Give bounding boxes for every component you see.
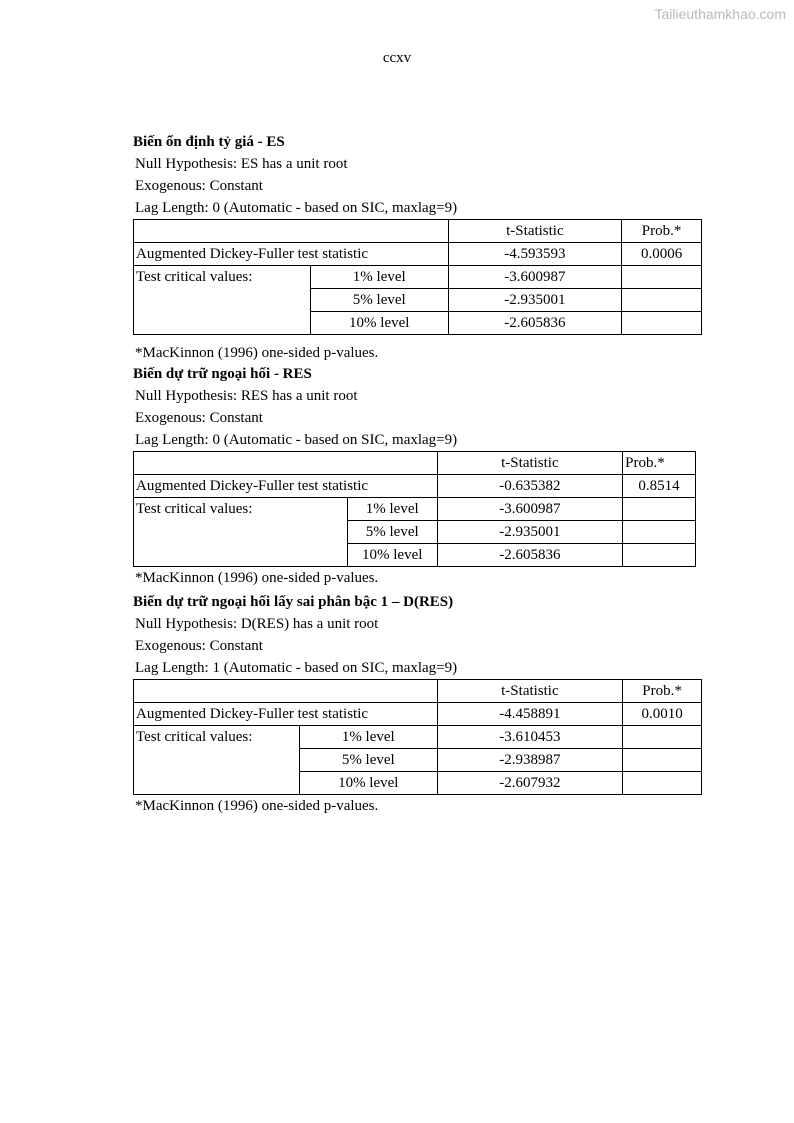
critical-value: -2.938987 <box>437 749 622 772</box>
header-empty-cell <box>134 452 438 475</box>
empty-cell <box>622 312 702 335</box>
level-label: 10% level <box>310 312 448 335</box>
level-label: 5% level <box>347 521 437 544</box>
adf-prob: 0.0006 <box>622 243 702 266</box>
level-label: 5% level <box>310 289 448 312</box>
header-tstat: t-Statistic <box>437 680 622 703</box>
critical-value: -2.607932 <box>437 772 622 795</box>
exogenous: Exogenous: Constant <box>135 638 263 654</box>
critical-value: -2.605836 <box>437 544 622 567</box>
header-prob: Prob.* <box>623 452 696 475</box>
adf-tstat: -0.635382 <box>437 475 622 498</box>
watermark: Tailieuthamkhao.com <box>654 6 786 22</box>
empty-cell <box>622 266 702 289</box>
table-header-row <box>134 680 702 703</box>
level-label: 1% level <box>310 266 448 289</box>
level-label: 10% level <box>299 772 437 795</box>
table-row <box>134 726 702 749</box>
adf-tstat: -4.593593 <box>448 243 622 266</box>
adf-prob: 0.0010 <box>623 703 702 726</box>
critical-label: Test critical values: <box>134 498 348 567</box>
level-label: 1% level <box>347 498 437 521</box>
footnote: *MacKinnon (1996) one-sided p-values. <box>135 798 379 814</box>
level-label: 5% level <box>299 749 437 772</box>
adf-table <box>133 219 702 335</box>
lag-length: Lag Length: 0 (Automatic - based on SIC, maxlag=9) <box>135 200 458 216</box>
adf-table <box>133 679 702 795</box>
header-tstat: t-Statistic <box>437 452 622 475</box>
lag-length: Lag Length: 1 (Automatic - based on SIC, maxlag=9) <box>135 660 458 676</box>
critical-value: -3.600987 <box>437 498 622 521</box>
exogenous: Exogenous: Constant <box>135 410 263 426</box>
header-empty-cell <box>134 680 438 703</box>
table-header-row <box>134 452 696 475</box>
header-prob: Prob.* <box>622 220 702 243</box>
null-hypothesis: Null Hypothesis: ES has a unit root <box>135 156 348 172</box>
empty-cell <box>623 726 702 749</box>
empty-cell <box>623 749 702 772</box>
critical-value: -2.935001 <box>448 289 622 312</box>
section-res <box>133 363 696 589</box>
adf-prob: 0.8514 <box>623 475 696 498</box>
header-tstat: t-Statistic <box>448 220 622 243</box>
exogenous: Exogenous: Constant <box>135 178 263 194</box>
empty-cell <box>623 521 696 544</box>
critical-value: -2.605836 <box>448 312 622 335</box>
lag-length: Lag Length: 0 (Automatic - based on SIC, maxlag=9) <box>135 432 458 448</box>
adf-table <box>133 451 696 567</box>
section-es <box>133 131 702 365</box>
adf-label: Augmented Dickey-Fuller test statistic <box>134 703 438 726</box>
critical-label: Test critical values: <box>134 266 311 335</box>
null-hypothesis: Null Hypothesis: RES has a unit root <box>135 388 358 404</box>
footnote: *MacKinnon (1996) one-sided p-values. <box>135 345 379 361</box>
critical-value: -2.935001 <box>437 521 622 544</box>
section-title: Biến dự trữ ngoại hối - RES <box>133 366 312 382</box>
adf-label: Augmented Dickey-Fuller test statistic <box>134 243 449 266</box>
header-empty-cell <box>134 220 449 243</box>
level-label: 1% level <box>299 726 437 749</box>
empty-cell <box>623 544 696 567</box>
adf-label: Augmented Dickey-Fuller test statistic <box>134 475 438 498</box>
table-row <box>134 475 696 498</box>
null-hypothesis: Null Hypothesis: D(RES) has a unit root <box>135 616 379 632</box>
section-title: Biến dự trữ ngoại hối lấy sai phân bậc 1 – D(RES) <box>133 594 454 610</box>
empty-cell <box>623 772 702 795</box>
page-number: ccxv <box>382 50 412 66</box>
table-row <box>134 266 702 289</box>
table-row <box>134 243 702 266</box>
critical-label: Test critical values: <box>134 726 300 795</box>
table-row <box>134 498 696 521</box>
section-title: Biến ổn định tỷ giá - ES <box>133 134 285 150</box>
table-header-row <box>134 220 702 243</box>
empty-cell <box>623 498 696 521</box>
section-d-res <box>133 591 702 817</box>
adf-tstat: -4.458891 <box>437 703 622 726</box>
table-row <box>134 703 702 726</box>
footnote: *MacKinnon (1996) one-sided p-values. <box>135 570 379 586</box>
header-prob: Prob.* <box>623 680 702 703</box>
critical-value: -3.600987 <box>448 266 622 289</box>
critical-value: -3.610453 <box>437 726 622 749</box>
empty-cell <box>622 289 702 312</box>
level-label: 10% level <box>347 544 437 567</box>
